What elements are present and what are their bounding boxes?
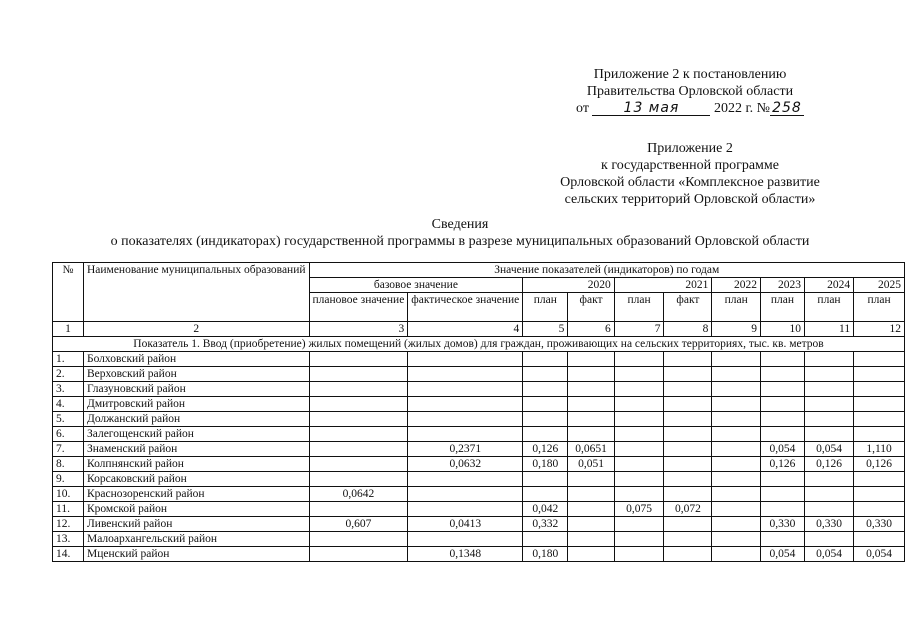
title-line-1: Сведения <box>431 217 489 232</box>
program-line-3: Орловской области «Комплексное развитие <box>560 175 820 190</box>
value-cell <box>712 547 761 562</box>
col-header-plan: план <box>523 293 568 322</box>
value-cell <box>712 352 761 367</box>
value-cell <box>614 412 664 427</box>
value-cell <box>804 352 853 367</box>
handwritten-number: 258 <box>770 101 804 116</box>
col-header-year-2022: 2022 <box>712 278 761 293</box>
row-number: 6. <box>53 427 84 442</box>
value-cell <box>614 397 664 412</box>
value-cell <box>664 427 712 442</box>
value-cell <box>408 502 523 517</box>
value-cell <box>664 397 712 412</box>
col-header-plan: план <box>761 293 805 322</box>
value-cell <box>854 502 905 517</box>
col-header-actual: фактическое значение <box>408 293 523 322</box>
appendix-line-1: Приложение 2 к постановлению <box>593 67 787 82</box>
value-cell: 0,126 <box>804 457 853 472</box>
value-cell <box>523 532 568 547</box>
row-number: 7. <box>53 442 84 457</box>
value-cell <box>523 367 568 382</box>
value-cell: 0,054 <box>854 547 905 562</box>
value-cell <box>568 547 614 562</box>
value-cell: 0,054 <box>761 442 805 457</box>
indicator-row: Показатель 1. Ввод (приобретение) жилых помещений (жилых домов) для граждан, проживающих на сельских территориях, тыс. кв. метров <box>53 337 905 352</box>
district-name: Корсаковский район <box>83 472 309 487</box>
date-suffix: 2022 г. № <box>713 101 770 116</box>
title-line-2: о показателях (индикаторах) государственной программы в разрезе муниципальных образований Орловской области <box>110 234 810 249</box>
value-cell <box>854 487 905 502</box>
table-row <box>53 547 905 562</box>
table-row <box>53 487 905 502</box>
value-cell: 0,332 <box>523 517 568 532</box>
row-number: 9. <box>53 472 84 487</box>
column-number: 11 <box>804 322 853 337</box>
value-cell: 1,110 <box>854 442 905 457</box>
value-cell <box>568 427 614 442</box>
district-name: Колпнянский район <box>83 457 309 472</box>
value-cell <box>523 352 568 367</box>
value-cell <box>854 532 905 547</box>
value-cell <box>309 547 408 562</box>
value-cell <box>804 397 853 412</box>
value-cell <box>854 397 905 412</box>
table-row <box>53 457 905 472</box>
value-cell <box>614 532 664 547</box>
value-cell <box>712 517 761 532</box>
value-cell <box>712 382 761 397</box>
value-cell <box>408 427 523 442</box>
value-cell <box>309 382 408 397</box>
value-cell <box>804 487 853 502</box>
column-number: 12 <box>854 322 905 337</box>
col-header-plan: план <box>712 293 761 322</box>
table-row <box>53 367 905 382</box>
value-cell <box>309 472 408 487</box>
col-header-values: Значение показателей (индикаторов) по годам <box>309 263 904 278</box>
value-cell <box>761 487 805 502</box>
value-cell <box>408 397 523 412</box>
value-cell <box>761 382 805 397</box>
value-cell <box>568 367 614 382</box>
indicators-table <box>52 262 905 562</box>
value-cell <box>804 427 853 442</box>
program-line-4: сельских территорий Орловской области» <box>564 192 816 207</box>
value-cell: 0,180 <box>523 547 568 562</box>
value-cell <box>408 532 523 547</box>
row-number: 3. <box>53 382 84 397</box>
value-cell <box>309 352 408 367</box>
district-name: Краснозоренский район <box>83 487 309 502</box>
table-row <box>53 427 905 442</box>
table-row <box>53 502 905 517</box>
value-cell: 0,054 <box>761 547 805 562</box>
table-row <box>53 397 905 412</box>
value-cell <box>761 427 805 442</box>
row-number: 8. <box>53 457 84 472</box>
column-number: 2 <box>83 322 309 337</box>
value-cell <box>408 472 523 487</box>
value-cell <box>614 547 664 562</box>
program-line-2: к государственной программе <box>601 158 779 173</box>
col-header-name: Наименование муниципальных образований <box>83 263 309 322</box>
column-number-row <box>53 322 905 337</box>
value-cell <box>568 532 614 547</box>
value-cell <box>664 367 712 382</box>
value-cell <box>664 472 712 487</box>
value-cell <box>664 352 712 367</box>
value-cell: 0,051 <box>568 457 614 472</box>
col-header-year-2025: 2025 <box>854 278 905 293</box>
value-cell: 0,126 <box>523 442 568 457</box>
value-cell <box>309 457 408 472</box>
row-number: 1. <box>53 352 84 367</box>
col-header-year-2021: 2021 <box>614 278 712 293</box>
value-cell <box>523 487 568 502</box>
row-number: 13. <box>53 532 84 547</box>
value-cell <box>568 397 614 412</box>
value-cell <box>664 517 712 532</box>
column-number: 5 <box>523 322 568 337</box>
value-cell <box>309 502 408 517</box>
value-cell <box>761 532 805 547</box>
value-cell <box>761 397 805 412</box>
col-header-plan: план <box>614 293 664 322</box>
value-cell <box>761 502 805 517</box>
row-number: 11. <box>53 502 84 517</box>
district-rows <box>53 352 905 562</box>
district-name: Залегощенский район <box>83 427 309 442</box>
value-cell <box>761 412 805 427</box>
value-cell <box>664 547 712 562</box>
appendix-line-2: Правительства Орловской области <box>586 84 794 99</box>
value-cell <box>712 397 761 412</box>
value-cell <box>408 487 523 502</box>
value-cell <box>568 517 614 532</box>
value-cell: 0,2371 <box>408 442 523 457</box>
column-number: 3 <box>309 322 408 337</box>
value-cell <box>614 517 664 532</box>
program-line-1: Приложение 2 <box>647 141 733 156</box>
value-cell <box>712 427 761 442</box>
value-cell: 0,180 <box>523 457 568 472</box>
row-number: 2. <box>53 367 84 382</box>
col-header-fact: факт <box>568 293 614 322</box>
row-number: 10. <box>53 487 84 502</box>
column-number: 7 <box>614 322 664 337</box>
value-cell <box>614 472 664 487</box>
value-cell <box>568 352 614 367</box>
value-cell <box>712 367 761 382</box>
col-header-plan: план <box>854 293 905 322</box>
value-cell: 0,075 <box>614 502 664 517</box>
value-cell <box>309 532 408 547</box>
value-cell <box>854 472 905 487</box>
district-name: Болховский район <box>83 352 309 367</box>
value-cell <box>804 472 853 487</box>
value-cell: 0,607 <box>309 517 408 532</box>
value-cell <box>309 412 408 427</box>
district-name: Мценский район <box>83 547 309 562</box>
value-cell <box>523 427 568 442</box>
value-cell <box>664 412 712 427</box>
column-number: 6 <box>568 322 614 337</box>
column-number: 1 <box>53 322 84 337</box>
row-number: 12. <box>53 517 84 532</box>
value-cell <box>408 412 523 427</box>
col-header-year-2020: 2020 <box>523 278 614 293</box>
value-cell <box>854 412 905 427</box>
value-cell <box>664 442 712 457</box>
value-cell: 0,054 <box>804 442 853 457</box>
value-cell <box>408 382 523 397</box>
value-cell <box>523 397 568 412</box>
col-header-base: базовое значение <box>309 278 523 293</box>
col-header-fact: факт <box>664 293 712 322</box>
value-cell <box>523 472 568 487</box>
column-number: 10 <box>761 322 805 337</box>
value-cell <box>408 352 523 367</box>
value-cell <box>664 487 712 502</box>
col-header-plan: план <box>804 293 853 322</box>
value-cell <box>309 367 408 382</box>
value-cell: 0,072 <box>664 502 712 517</box>
value-cell <box>804 502 853 517</box>
value-cell: 0,0632 <box>408 457 523 472</box>
value-cell <box>804 412 853 427</box>
value-cell <box>854 352 905 367</box>
value-cell <box>664 382 712 397</box>
district-name: Дмитровский район <box>83 397 309 412</box>
value-cell <box>712 442 761 457</box>
program-header <box>535 140 845 208</box>
value-cell <box>712 472 761 487</box>
row-number: 4. <box>53 397 84 412</box>
value-cell <box>712 487 761 502</box>
handwritten-date: 13 мая <box>592 101 710 116</box>
value-cell <box>712 457 761 472</box>
value-cell <box>761 472 805 487</box>
value-cell: 0,0651 <box>568 442 614 457</box>
date-prefix: от <box>576 101 589 116</box>
column-number: 8 <box>664 322 712 337</box>
value-cell <box>309 442 408 457</box>
district-name: Малоархангельский район <box>83 532 309 547</box>
value-cell <box>804 532 853 547</box>
table-row <box>53 382 905 397</box>
value-cell <box>568 472 614 487</box>
value-cell: 0,1348 <box>408 547 523 562</box>
value-cell <box>761 367 805 382</box>
row-number: 5. <box>53 412 84 427</box>
value-cell <box>712 502 761 517</box>
district-name: Знаменский район <box>83 442 309 457</box>
value-cell: 0,0413 <box>408 517 523 532</box>
value-cell <box>523 412 568 427</box>
value-cell: 0,126 <box>761 457 805 472</box>
value-cell <box>804 367 853 382</box>
value-cell <box>408 367 523 382</box>
value-cell <box>614 352 664 367</box>
value-cell <box>614 442 664 457</box>
value-cell: 0,054 <box>804 547 853 562</box>
value-cell <box>854 367 905 382</box>
value-cell <box>523 382 568 397</box>
row-number: 14. <box>53 547 84 562</box>
table-row <box>53 472 905 487</box>
value-cell <box>664 532 712 547</box>
col-header-year-2023: 2023 <box>761 278 805 293</box>
value-cell <box>614 427 664 442</box>
value-cell: 0,330 <box>854 517 905 532</box>
table-row <box>53 442 905 457</box>
table-row <box>53 352 905 367</box>
value-cell: 0,0642 <box>309 487 408 502</box>
value-cell <box>712 412 761 427</box>
value-cell <box>568 382 614 397</box>
document-title <box>20 216 900 250</box>
value-cell <box>712 532 761 547</box>
value-cell <box>664 457 712 472</box>
value-cell <box>854 427 905 442</box>
col-header-planned: плановое значение <box>309 293 408 322</box>
appendix-date-line <box>540 100 840 117</box>
value-cell: 0,330 <box>804 517 853 532</box>
value-cell <box>309 427 408 442</box>
value-cell <box>568 412 614 427</box>
value-cell <box>568 502 614 517</box>
value-cell <box>614 457 664 472</box>
column-number: 4 <box>408 322 523 337</box>
district-name: Кромской район <box>83 502 309 517</box>
table-row <box>53 412 905 427</box>
table-row <box>53 517 905 532</box>
col-header-number: № <box>53 263 84 322</box>
column-number: 9 <box>712 322 761 337</box>
district-name: Должанский район <box>83 412 309 427</box>
table-row <box>53 532 905 547</box>
value-cell: 0,126 <box>854 457 905 472</box>
value-cell <box>804 382 853 397</box>
value-cell <box>854 382 905 397</box>
district-name: Ливенский район <box>83 517 309 532</box>
value-cell: 0,330 <box>761 517 805 532</box>
value-cell <box>614 382 664 397</box>
appendix-header <box>540 66 840 117</box>
value-cell <box>761 352 805 367</box>
district-name: Верховский район <box>83 367 309 382</box>
value-cell <box>614 487 664 502</box>
value-cell: 0,042 <box>523 502 568 517</box>
value-cell <box>309 397 408 412</box>
value-cell <box>568 487 614 502</box>
district-name: Глазуновский район <box>83 382 309 397</box>
col-header-year-2024: 2024 <box>804 278 853 293</box>
value-cell <box>614 367 664 382</box>
